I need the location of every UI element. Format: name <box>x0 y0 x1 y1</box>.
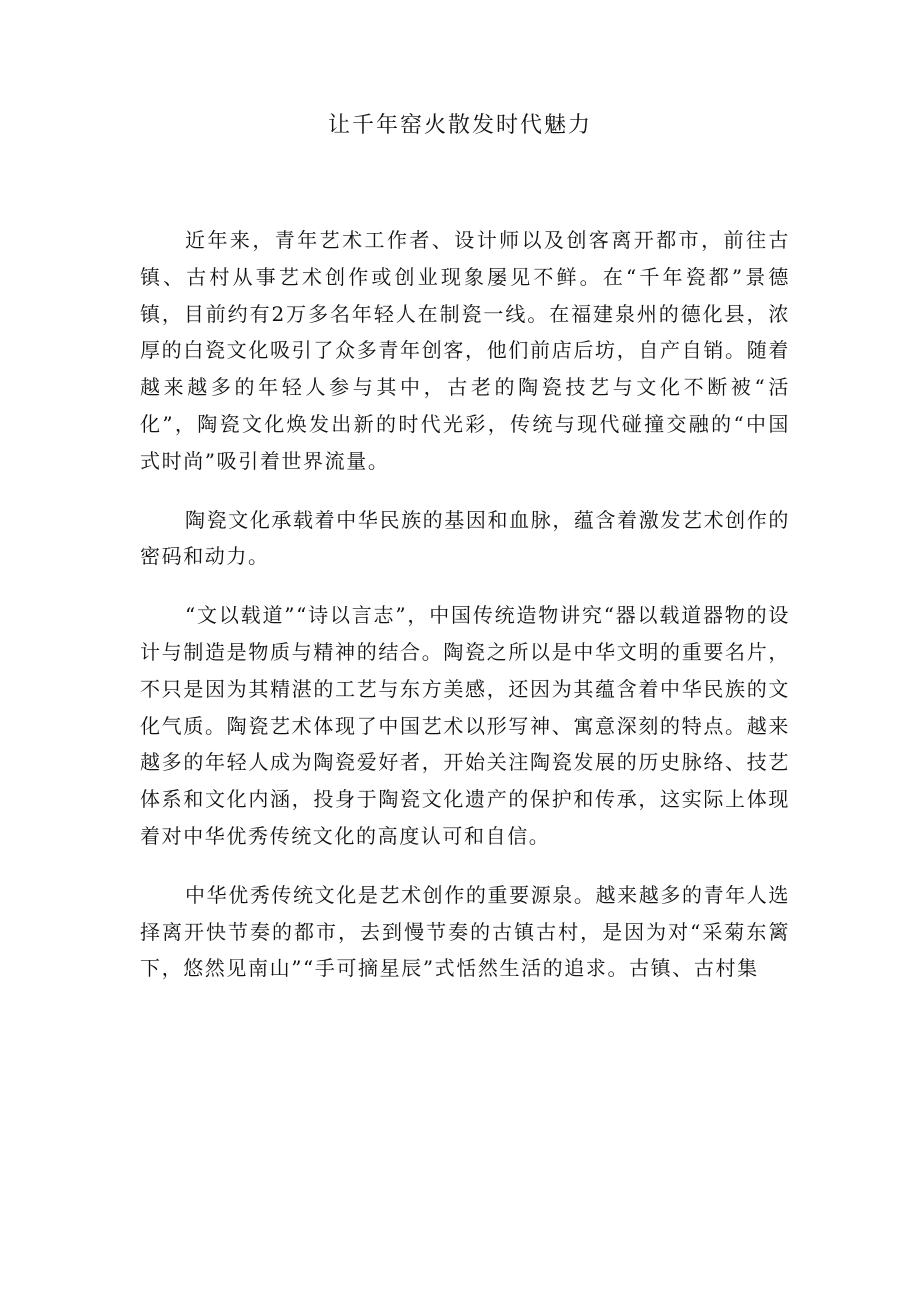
document-title: 让千年窑火散发时代魅力 <box>327 113 592 138</box>
paragraph-4: 中华优秀传统文化是艺术创作的重要源泉。越来越多的青年人选择离开快节奏的都市，去到慢节奏的古镇古村，是因为对“采菊东篱下，悠然见南山”“手可摘星辰”式恬然生活的追求。古镇、古村集 <box>140 882 790 981</box>
paragraph-2: 陶瓷文化承载着中华民族的基因和血脉，蕴含着激发艺术创作的密码和动力。 <box>140 507 790 569</box>
document-body <box>140 222 790 1009</box>
paragraph-1: 近年来，青年艺术工作者、设计师以及创客离开都市，前往古镇、古村从事艺术创作或创业现象屡见不鲜。在“千年瓷都”景德镇，目前约有2万多名年轻人在制瓷一线。在福建泉州的德化县，浓厚的白瓷文化吸引了众多青年创客，他们前店后坊，自产自销。随着越来越多的年轻人参与其中，古老的陶瓷技艺与文化不断被“活化”，陶瓷文化焕发出新的时代光彩，传统与现代碰撞交融的“中国式时尚”吸引着世界流量。 <box>140 228 790 473</box>
paragraph-3: “文以载道”“诗以言志”，中国传统造物讲究“器以载道器物的设计与制造是物质与精神的结合。陶瓷之所以是中华文明的重要名片，不只是因为其精湛的工艺与东方美感，还因为其蕴含着中华民族的文化气质。陶瓷艺术体现了中国艺术以形写神、寓意深刻的特点。越来越多的年轻人成为陶瓷爱好者，开始关注陶瓷发展的历史脉络、技艺体系和文化内涵，投身于陶瓷文化遗产的保护和传承，这实际上体现着对中华优秀传统文化的高度认可和自信。 <box>140 603 790 848</box>
